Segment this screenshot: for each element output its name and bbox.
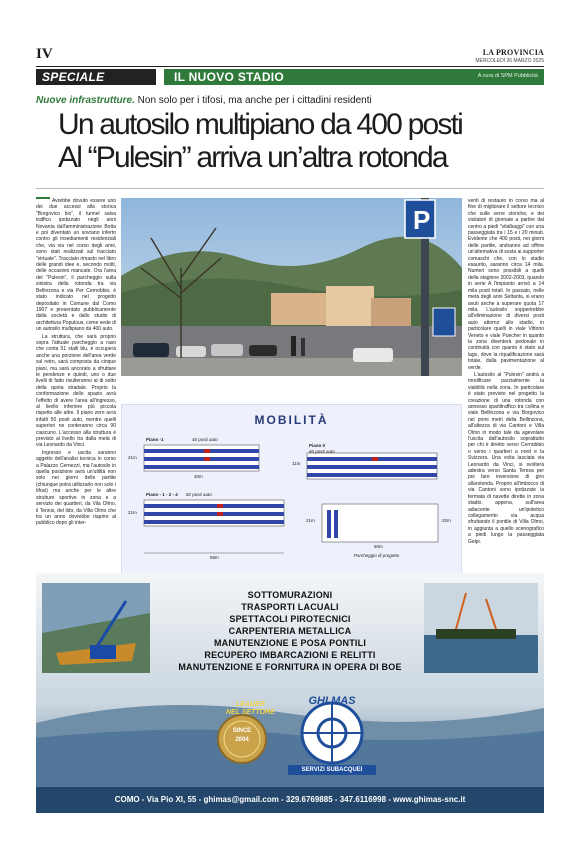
plan-b-note: 82 posti auto xyxy=(186,492,212,497)
dimension-label: 58m xyxy=(210,555,219,560)
headline-rule xyxy=(36,188,544,189)
article-column-1 xyxy=(36,198,116,528)
paragraph: Avrebbe dovuto essere uno dei due accessi alla storica "Borgovico bis", il tunnel salva traffico ipotizzato negli anni Novanta dall'amministrazione Botta e poi diventato un sovrano inferto contro gli insediamenti residenziali che, via via nel corso degli anni, sono stati realizzati sul tracciato "virtuale". Tracciato rimasto nel libro delle grandi idee e, secondo molti, delle occasioni mancate. Ora l'area del "Pulesin", il parcheggio sulla sinistra della rotonda tra via Bellinzona e via Per Cernobbio, è stato indicato nel progetto depositato in Comune dal Como 1907 e presentato pubblicamente dalla società e dallo studio di architettura Populous, come sede di un autosilo multipiano da 400 auto. xyxy=(36,198,116,333)
paper-name: LA PROVINCIA xyxy=(482,48,544,57)
kicker xyxy=(36,95,372,106)
since-year: 2004 xyxy=(235,737,249,743)
brand-logo: GHI.MAS xyxy=(308,695,356,707)
paragraph: L'autosilo al "Pulesin" andrà a modificare parzialmente la viabilità nella zona. In particolare è stato previsto nel progetto la creazione di una rotonda con annesso spartitraffico tra collina e viale Bellinzona e via Borgovico nei primi metri della Bellinzona, all'altezza di via Cantoni e Villa Olmo in modo tale da agevolare l'uscita dall'autosilo soprattutto per chi è diretto verso Cernobbio o verso i quartieri a nord e la Svizzera. Una volta lasciata via Leonardo da Vinci, si svolterà adestra verso Santa Teresa per poi fare inversione di giro allarotonda. Proprio all'imbocco di via Cantoni sono ipotizzate la fermata di navette dirette in zona stadio, appena, sull'area adiacente un'ipotetico collegamento via acqua sfruttando il pontile di Villa Olmo, in aggiunta a quello scenografico a piedi lungo la passeggiata Gelpi. xyxy=(468,371,544,545)
section-title: IL NUOVO STADIO xyxy=(174,70,285,84)
since-seal xyxy=(222,727,262,745)
section-label: SPECIALE xyxy=(42,70,105,84)
service-line: SOTTOMURAZIONI xyxy=(247,590,333,600)
kicker-bold: Nuove infrastrutture. xyxy=(36,95,135,106)
plan-a-note: 40 posti auto xyxy=(192,437,218,442)
dimension-label: 50m xyxy=(374,544,383,549)
section-credit: A cura di SPM Pubblicità xyxy=(477,73,538,79)
dimension-label: 11m xyxy=(292,461,301,466)
plan-b-label: Piano - 1 - 2 - 4 xyxy=(146,492,178,497)
since-label: SINCE xyxy=(232,728,252,734)
service-line: MANUTENZIONE E FORNITURA IN OPERA DI BOE xyxy=(178,662,402,672)
paragraph: Ingresso e uscita saranno aggetto dell'analisi tecnica in corso a Palazzo Cernezzi, ma l'autosilo in quella posizione avrà un'utilità non solo nei giorni delle partite (chiunque potrà utilizzarlo non solo i tifosi) ma anche per le altre strutture sportive in zona e a servizio dei quartieri, da Vila Olmo, il Tennis, del lido, da Villa Olmo che tra un anno dovrebbe riaprire al pubblico dopo gli inter- xyxy=(36,449,116,527)
svg-text:P: P xyxy=(413,205,431,235)
service-line: MANUTENZIONE E POSA PONTILI xyxy=(213,638,367,648)
paragraph: La struttura, che sarà proprio sopra l'attuale parcheggio a raso che conta 51 stalli blu, è occuperà anche una porzione dell'area verde sul retro, sarà composta da cinque piani, ma sarà ancorato a sfruttare le pendenze e quindi, uno o due livelli di fatto risulteranno al di sotto della quota stradale. Proprio la conformazione dello spazio avrà l'effetto di avere l'area all'ingresso, al livello inferiore più piccola rispetto alle altre. Il piano zero avrà infatti 50 posti auto, mentre quelli superiori ne conteranno circa 90 ciascuno. L'accesso alla struttura è previsto al livello tra dalla metà di via Leonardo da Vinci. xyxy=(36,333,116,449)
leader-line-1: LEADER xyxy=(235,701,265,708)
page-number: IV xyxy=(36,46,53,62)
paragraph: venti di restauro in corso ma al fine di migliorare il settore tecnico che sulle serre storiche, e dei visitatori di giornate a partire dal centro a piedi "vitalbaggi" con una passeggiata tra i 15 e i 20 minuti. Evidente che 400 posti, nei giorni delle partite, andranno ad offrire un'alternativa di sosta ai supporter comaschi che, con lo stadio esaurito, saranno circa 14 mila. Numeri sono possibili a quelli della stagione 2002-2003, quando in serie A l'impianto arrivò a 14 mila posti totali. In passato, nelle metà degli anni Settanta, si erano avuti anche a superare quota 17 mila. L'autosilo sopperirebbe all'eliminazione di diversi posti auto attorno allo stadio, in particolare quelli in viale Vittorio Veneto e viale Puecher in quanto la zona diventerà pedonale in continuità con quanto è stato sul lago, dove la riqualificazione sarà totale, dalla pavimentazione al verde. xyxy=(468,198,544,371)
service-line: RECUPERO IMBARCAZIONI E RELITTI xyxy=(204,650,376,660)
section-bar xyxy=(36,69,544,85)
article-column-3 xyxy=(468,198,544,546)
header-rule xyxy=(36,66,544,67)
service-line: CARPENTERIA METALLICA xyxy=(228,626,352,636)
mobility-graphic xyxy=(121,404,462,576)
headline-line-1: Un autosilo multipiano da 400 posti xyxy=(58,108,462,141)
service-line: TRASPORTI LACUALI xyxy=(241,602,339,612)
dimension-label: 21m xyxy=(128,455,137,460)
masthead xyxy=(475,48,544,64)
brand-subtitle: SERVIZI SUBACQUEI xyxy=(288,765,376,775)
dimension-label: 21m xyxy=(306,518,315,523)
mobility-caption: Parcheggio di progetto xyxy=(354,553,400,558)
section-title-box xyxy=(164,69,544,85)
plan-a-label: Piano -1 xyxy=(146,437,164,442)
headline-line-2: Al “Pulesin” arriva un’altra rotonda xyxy=(58,141,447,174)
mobility-title: MOBILITÀ xyxy=(254,413,329,427)
section-label-box xyxy=(36,69,156,85)
contact-line: COMO - Via Pio XI, 55 - ghimas@gmail.com - 329.6769885 - 347.6116998 - www.ghimas-snc.it xyxy=(114,795,466,804)
dimension-label: 22m xyxy=(442,518,451,523)
kicker-rest: Non solo per i tifosi, ma anche per i cittadini residenti xyxy=(134,95,372,106)
leader-badge xyxy=(226,701,275,717)
plan-c-note: 60 posti auto xyxy=(309,449,335,454)
article-photo xyxy=(121,198,462,376)
leader-line-2: NEL SETTORE xyxy=(226,709,275,716)
issue-date: MERCOLEDÌ 26 MARZO 2025 xyxy=(475,58,544,64)
plan-c-label: Piano 0 xyxy=(309,443,326,448)
service-line: SPETTACOLI PIROTECNICI xyxy=(229,614,351,624)
dimension-label: 30m xyxy=(194,474,203,479)
advertisement xyxy=(36,573,544,813)
dimension-label: 21m xyxy=(128,510,137,515)
contact-bar xyxy=(36,787,544,813)
